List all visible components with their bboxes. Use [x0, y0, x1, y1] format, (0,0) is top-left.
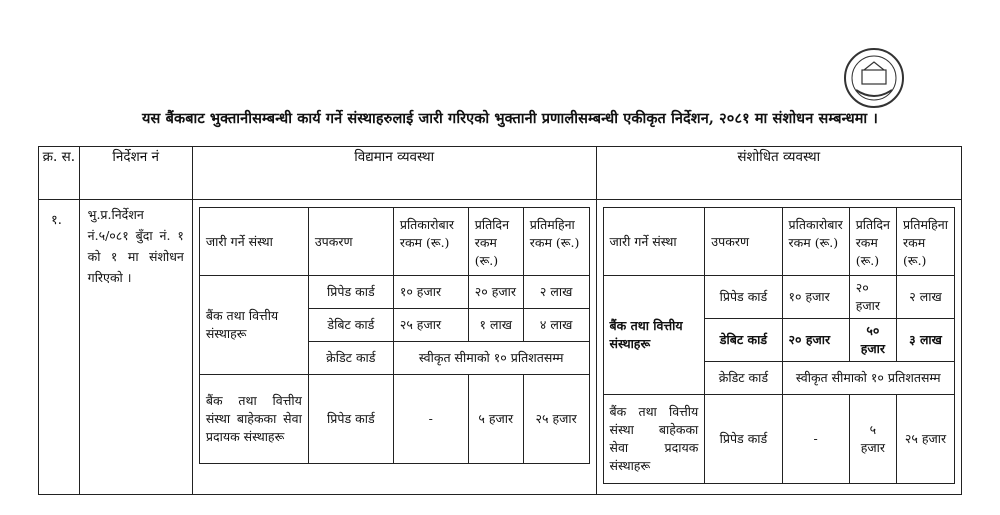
ex-prepaid-per-day: २० हजार — [468, 276, 523, 309]
rev-prepaid-per-day: २० हजार — [849, 276, 896, 319]
ex-nonbank-per-month: २५ हजार — [523, 375, 589, 464]
rev-nonbank-per-txn: - — [782, 395, 849, 484]
ex-debit-instrument: डेबिट कार्ड — [308, 309, 393, 342]
row-directive: भु.प्र.निर्देशन नं.५/०८१ बुँदा नं. १ को १ मा संशोधन गरिएको । — [79, 200, 192, 495]
ex-debit-per-month: ४ लाख — [523, 309, 589, 342]
ex-prepaid-per-month: २ लाख — [523, 276, 589, 309]
ex-credit-limit: स्वीकृत सीमाको १० प्रतिशतसम्म — [393, 342, 589, 375]
rev-debit-instrument: डेबिट कार्ड — [705, 319, 782, 362]
header-serial: क्र. स. — [39, 147, 80, 200]
bank-seal-logo — [842, 46, 906, 110]
rev-prepaid-per-month: २ लाख — [896, 276, 954, 319]
rev-prepaid-instrument: प्रिपेड कार्ड — [705, 276, 782, 319]
ex-col-per-day: प्रतिदिन रकम (रू.) — [468, 208, 523, 276]
ex-nonbank-per-day: ५ हजार — [468, 375, 523, 464]
ex-nonbank-instrument: प्रिपेड कार्ड — [308, 375, 393, 464]
ex-credit-instrument: क्रेडिट कार्ड — [308, 342, 393, 375]
header-existing: विद्यमान व्यवस्था — [192, 147, 596, 200]
existing-limits-table — [199, 207, 590, 464]
rev-col-instrument: उपकरण — [705, 208, 782, 276]
header-revised: संशोधित व्यवस्था — [596, 147, 961, 200]
rev-prepaid-per-txn: १० हजार — [782, 276, 849, 319]
rev-nonbank-issuer: बैंक तथा वित्तीय संस्था बाहेकका सेवा प्रदायक संस्थाहरू — [603, 395, 705, 484]
rev-bank-issuer: बैंक तथा वित्तीय संस्थाहरू — [603, 276, 705, 395]
rev-col-issuer: जारी गर्ने संस्था — [603, 208, 705, 276]
rev-debit-per-day: ५० हजार — [849, 319, 896, 362]
rev-col-per-txn: प्रतिकारोबार रकम (रू.) — [782, 208, 849, 276]
rev-col-per-day: प्रतिदिन रकम (रू.) — [849, 208, 896, 276]
rev-credit-instrument: क्रेडिट कार्ड — [705, 362, 782, 395]
ex-bank-issuer: बैंक तथा वित्तीय संस्थाहरू — [199, 276, 308, 375]
document-title: यस बैंकबाट भुक्तानीसम्बन्धी कार्य गर्ने संस्थाहरुलाई जारी गरिएको भुक्तानी प्रणालीसम्बन्धी एकीकृत निर्देशन, २०८१ मा संशोधन सम्बन्धमा । — [142, 110, 878, 127]
row-serial: १. — [39, 200, 80, 495]
ex-col-issuer: जारी गर्ने संस्था — [199, 208, 308, 276]
rev-debit-per-txn: २० हजार — [782, 319, 849, 362]
ex-col-per-month: प्रतिमहिना रकम (रू.) — [523, 208, 589, 276]
ex-nonbank-issuer: बैंक तथा वित्तीय संस्था बाहेकका सेवा प्रदायक संस्थाहरू — [199, 375, 308, 464]
rev-nonbank-instrument: प्रिपेड कार्ड — [705, 395, 782, 484]
table-row — [39, 200, 962, 495]
ex-col-instrument: उपकरण — [308, 208, 393, 276]
rev-debit-per-month: ३ लाख — [896, 319, 954, 362]
ex-prepaid-per-txn: १० हजार — [393, 276, 468, 309]
revised-limits-table — [603, 207, 955, 484]
rev-credit-limit: स्वीकृत सीमाको १० प्रतिशतसम्म — [782, 362, 954, 395]
ex-nonbank-per-txn: - — [393, 375, 468, 464]
rev-nonbank-per-month: २५ हजार — [896, 395, 954, 484]
rev-col-per-month: प्रतिमहिना रकम (रू.) — [896, 208, 954, 276]
ex-debit-per-day: १ लाख — [468, 309, 523, 342]
existing-cell — [192, 200, 596, 495]
ex-col-per-txn: प्रतिकारोबार रकम (रू.) — [393, 208, 468, 276]
rev-nonbank-per-day: ५ हजार — [849, 395, 896, 484]
amendment-table — [38, 146, 962, 495]
ex-debit-per-txn: २५ हजार — [393, 309, 468, 342]
header-directive: निर्देशन नं — [79, 147, 192, 200]
revised-cell — [596, 200, 961, 495]
ex-prepaid-instrument: प्रिपेड कार्ड — [308, 276, 393, 309]
